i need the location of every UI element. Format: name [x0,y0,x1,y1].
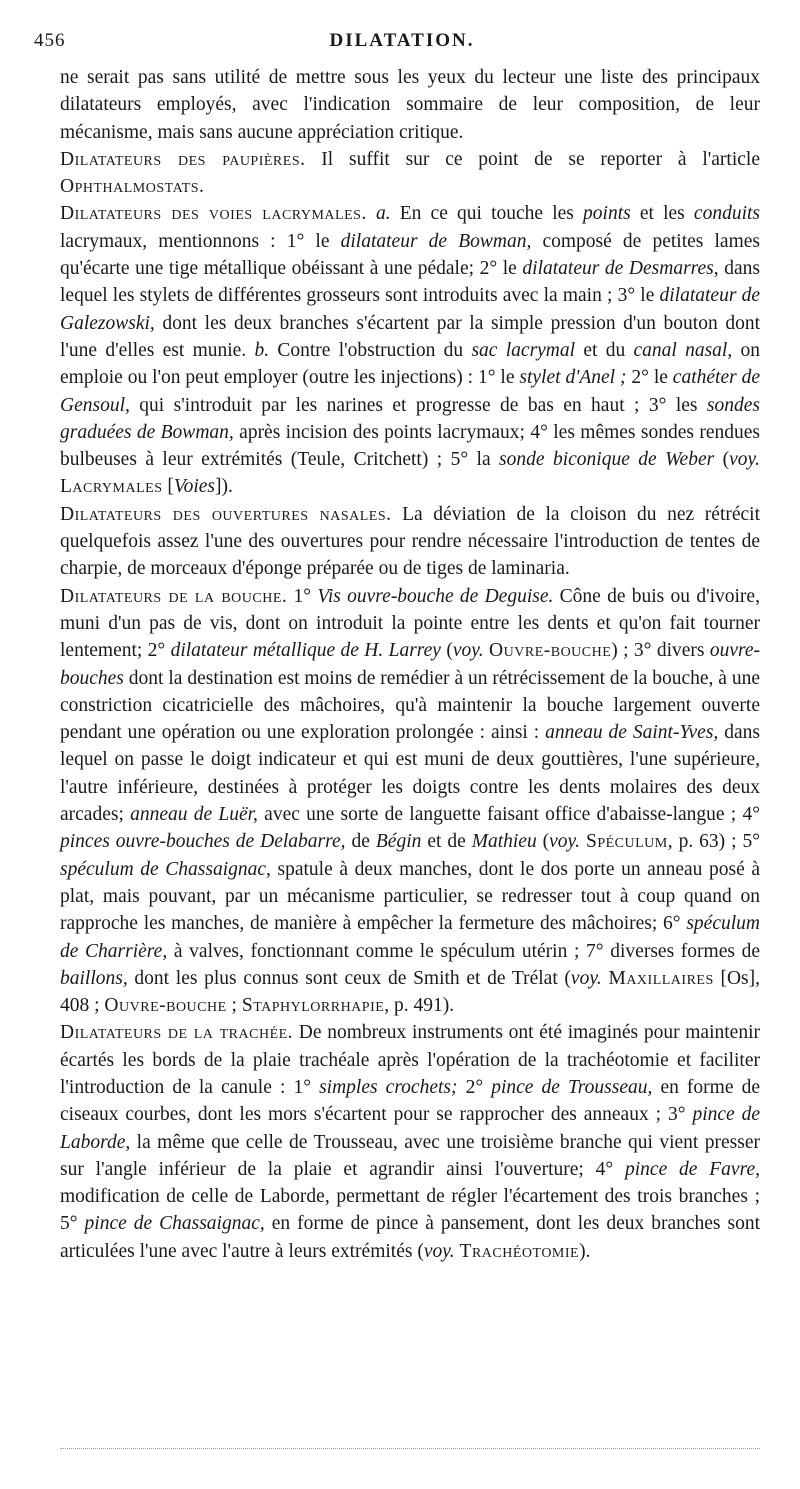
text-run: ; [226,995,242,1017]
text-run: on emploie ou l'on peut employer (outre les injections) : 1° le [60,339,760,389]
small-caps-heading: Dilatateurs des ouvertures nasales. [60,503,392,525]
text-run: [Os], 408 ; [60,967,760,1017]
text-run: la même que celle de Trousseau, avec une troisième branche qui vient presser sur l'angle inférieur de la plaie et agrandir ainsi l'ouverture; 4° [60,1131,760,1180]
italic-term: voy. [549,831,581,853]
text-run: 1° [287,585,318,607]
italic-term: anneau de Saint-Yves, [545,722,719,744]
italic-term: baillons, [60,967,128,989]
italic-term: simples crochets; [319,1076,458,1098]
text-run: composé de petites lames qu'écarte une tige métallique obéissant à une pédale; 2° le [60,230,760,280]
paragraph [60,64,760,146]
small-caps-heading: Maxillaires [608,967,714,989]
text-run: , p. 491). [384,995,455,1017]
italic-term: voy. [452,640,484,662]
italic-term: voy. [729,449,760,471]
small-caps-heading: Lacrymales [60,476,163,498]
italic-term: dilatateur de Galezowski, [60,285,760,334]
text-run: dans lequel on passe le doigt indicateur et qui est muni de deux gouttières, l'une supérieure, l'autre inférieure, destinées à protéger les doigts contre les dents molaires des deux arcades; [60,722,761,826]
text-run: après incision des points lacrymaux; 4° les mêmes sondes rendues bulbeuses à leur extrémités (Teule, Critchett) ; 5° la [60,421,760,471]
small-caps-heading: Trachéotomie [459,1240,580,1262]
text-run: 2° [457,1076,492,1098]
text-run: Cône de buis ou d'ivoire, muni d'un pas de vis, dont on introduit la pointe entre les dents et qu'on fait tourner lentement; 2° [60,585,760,662]
text-run: Contre l'obstruction du [269,339,472,361]
text-run: en forme de pince à pansement, dont les deux branches sont articulées l'une avec l'autre à leurs extrémités ( [60,1213,760,1262]
italic-term: Bégin [375,831,422,853]
text-run: dont les deux branches s'écartent par la simple pression d'un bouton dont l'une d'elles est munie. [60,312,760,361]
text-run: ( [714,449,730,471]
text-run: dont la destination est moins de remédier à un rétrécissement de la bouche, à une constriction cicatricielle des mâchoires, qu'à maintenir la bouche largement ouverte pendant une opération ou une exploration prolongée : ainsi : [60,667,760,744]
italic-term: stylet d'Anel ; [519,367,627,389]
footer-dotted-rule [60,1448,760,1449]
text-run: Il suffit sur ce point de se reporter à l'article [305,148,760,170]
text-run: La déviation de la cloison du nez rétrécit quelquefois assez l'une des ouvertures pour rendre nécessaire l'introduction de tentes de charpie, de morceaux d'éponge préparée ou de tiges de laminaria. [60,503,761,580]
small-caps-heading: Dilatateurs des paupières. [60,148,306,170]
italic-term: sondes graduées de Bowman, [60,394,760,443]
italic-term: dilatateur métallique de H. Larrey [170,640,441,662]
text-run: en forme de ciseaux courbes, dont les mors s'écartent pour se rapprocher des anneaux ; 3° [60,1076,760,1126]
italic-term: anneau de Luër, [130,804,258,826]
text-run: et du [575,339,634,361]
page-number: 456 [34,30,66,51]
italic-term: voy. [423,1240,455,1262]
paragraph [60,501,760,583]
italic-term: b. [254,339,270,361]
italic-term: conduits [693,203,761,225]
small-caps-heading: Dilatateurs des voies lacrymales. [60,203,367,225]
italic-term: voy. [570,967,602,989]
page-header [34,30,770,58]
italic-term: sac lacrymal [471,339,576,361]
italic-term: pince de Laborde, [60,1104,760,1153]
small-caps-heading: Ouvre-bouche [489,640,612,662]
paragraph [60,1019,760,1265]
italic-term: Mathieu [471,831,537,853]
italic-term: pinces ouvre-bouches de Delabarre, [60,831,346,853]
running-title: DILATATION. [329,30,475,51]
text-run: ne serait pas sans utilité de mettre sous les yeux du lecteur une liste des principaux dilatateurs employés, avec l'indication sommaire de leur composition, de leur mécanisme, mais sans aucune appréciation critique. [60,67,760,143]
text-run [367,203,376,224]
small-caps-heading: Spéculum [585,831,668,853]
italic-term: pince de Trousseau, [491,1076,653,1098]
small-caps-heading: Ophthalmostats. [60,176,205,198]
paragraph [60,583,760,1020]
small-caps-heading: Ouvre-bouche [104,995,227,1017]
italic-term: points [583,203,631,225]
paragraph [60,200,760,500]
text-run: dans lequel les stylets de différentes grosseurs sont introduits avec la main ; 3° le [60,258,760,307]
text-run: et les [630,203,694,225]
small-caps-heading: Dilatateurs de la trachée. [60,1022,294,1044]
italic-term: pince de Favre, [625,1158,760,1180]
italic-term: Vis ouvre-bouche de Deguise. [317,585,554,607]
text-run: ) ; 3° divers [611,640,710,662]
italic-term: spéculum de Chassaignac, [60,858,271,880]
text-run: ). [579,1240,591,1262]
italic-term: dilatateur de Desmarres, [522,258,719,280]
italic-term: pince de Chassaignac, [84,1213,265,1235]
text-run: à valves, fonctionnant comme le spéculum utérin ; 7° diverses formes de [167,940,761,962]
italic-term: canal nasal, [633,339,733,361]
text-run: modification de celle de Laborde, permettant de régler l'écartement des trois branches ; 5° [60,1186,760,1235]
text-run: de [345,831,376,853]
italic-term: a. [375,203,391,225]
italic-term: sonde biconique de Weber [499,449,715,471]
text-run: avec une sorte de languette faisant office d'abaisse-langue ; 4° [257,804,760,826]
italic-term: dilatateur de Bowman, [340,230,532,252]
text-run: En ce qui touche les [390,203,584,225]
text-run: De nombreux instruments ont été imaginés pour maintenir écartés les bords de la plaie trachéale après l'opération de la trachéotomie et faciliter l'introduction de la canule : 1° [60,1022,760,1098]
text-run: [ [162,476,174,498]
text-run: 2° le [626,367,673,389]
text-run: qui s'introduit par les narines et progresse de bas en haut ; 3° les [129,394,707,416]
body-text [60,64,760,1265]
text-run: , p. 63) ; 5° [667,831,761,853]
text-run: ( [536,831,550,853]
text-run: ]). [215,476,233,498]
italic-term: ouvre-bouches [60,640,761,689]
text-run: lacrymaux, mentionnons : 1° le [60,230,341,252]
text-run: et de [421,831,472,853]
italic-term: Voies [173,476,216,498]
text-run: spatule à deux manches, dont le dos porte un anneau posé à plat, mais pouvant, par un mécanisme particulier, se redresser tout à coup quand on rapproche les manches, de manière à empêcher la fermeture des mâchoires; 6° [60,858,760,935]
text-run: dont les plus connus sont ceux de Smith et de Trélat ( [127,967,571,989]
paragraph [60,146,760,201]
italic-term: cathéter de Gensoul, [60,367,760,416]
small-caps-heading: Staphylorrhapie [241,995,385,1017]
small-caps-heading: Dilatateurs de la bouche. [60,585,288,607]
text-run: ( [440,640,453,662]
italic-term: spéculum de Charrière, [60,913,760,962]
